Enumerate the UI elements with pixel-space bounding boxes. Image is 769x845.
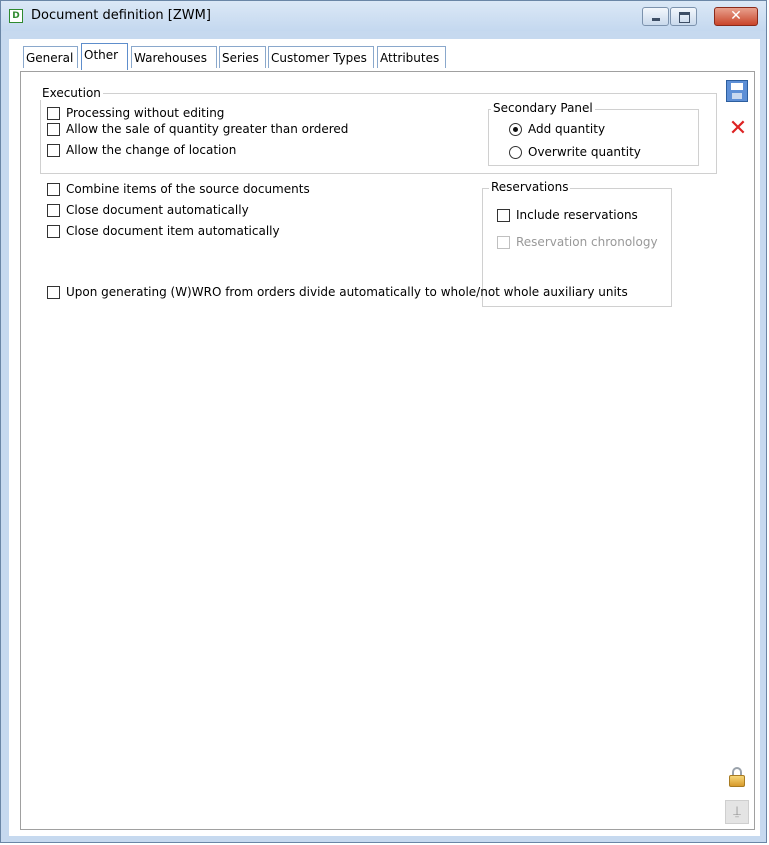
checkbox-box[interactable] [47,123,60,136]
checkbox-label: Close document item automatically [66,224,280,238]
tab-strip [9,39,760,73]
radio-dot[interactable] [509,146,522,159]
checkbox-box[interactable] [47,225,60,238]
tab-warehouses[interactable]: Warehouses [131,46,217,68]
minimize-icon [652,18,660,21]
app-document-icon: D [9,9,23,23]
save-icon-label-area [732,93,742,99]
lock-button[interactable] [725,765,749,789]
checkbox-label: Processing without editing [66,106,225,120]
delete-icon: ✕ [728,116,748,141]
checkbox-box[interactable] [47,204,60,217]
checkbox-box [497,236,510,249]
tab-panel-other [20,71,755,830]
maximize-icon [679,12,690,23]
close-button[interactable] [714,7,758,26]
close-document-item-auto-checkbox[interactable] [47,224,280,238]
checkbox-label: Close document automatically [66,203,249,217]
lock-body [729,775,745,787]
delete-button[interactable] [727,116,749,141]
tab-customer-types[interactable]: Customer Types [268,46,374,68]
save-icon [731,83,743,90]
tab-general[interactable]: General [23,46,78,68]
checkbox-label: Allow the sale of quantity greater than ordered [66,122,349,136]
minimize-button[interactable] [642,7,669,26]
secondary-panel-legend: Secondary Panel [493,101,593,115]
save-button[interactable] [726,80,748,102]
reservations-legend: Reservations [491,180,569,194]
divide-auxiliary-units-checkbox[interactable] [47,285,628,299]
checkbox-box[interactable] [47,286,60,299]
include-reservations-checkbox[interactable] [497,208,638,222]
pin-button[interactable] [725,800,749,824]
client-area [9,39,760,836]
title-bar[interactable] [1,1,766,31]
checkbox-box[interactable] [47,183,60,196]
tab-series[interactable]: Series [219,46,266,68]
checkbox-box[interactable] [47,107,60,120]
close-icon: ✕ [730,8,742,24]
checkbox-label: Combine items of the source documents [66,182,310,196]
close-document-auto-checkbox[interactable] [47,203,249,217]
allow-sale-greater-checkbox[interactable] [47,122,348,136]
checkbox-label: Upon generating (W)WRO from orders divide automatically to whole/not whole auxiliary units [66,285,628,299]
tab-other[interactable]: Other [81,43,128,70]
checkbox-box[interactable] [497,209,510,222]
processing-without-editing-checkbox[interactable] [47,106,224,120]
reservation-chronology-checkbox [497,235,658,249]
combine-items-checkbox[interactable] [47,182,310,196]
radio-label: Overwrite quantity [528,145,641,159]
checkbox-label: Reservation chronology [516,235,658,249]
allow-change-location-checkbox[interactable] [47,143,236,157]
radio-label: Add quantity [528,122,606,136]
checkbox-label: Include reservations [516,208,638,222]
window-title: Document definition [ZWM] [31,8,211,23]
checkbox-label: Allow the change of location [66,143,237,157]
execution-legend: Execution [42,86,101,100]
checkbox-box[interactable] [47,144,60,157]
tab-attributes[interactable]: Attributes [377,46,446,68]
pin-icon: ⍊ [733,804,741,819]
maximize-button[interactable] [670,7,697,26]
radio-dot[interactable] [509,123,522,136]
add-quantity-radio[interactable] [509,122,605,136]
overwrite-quantity-radio[interactable] [509,145,641,159]
